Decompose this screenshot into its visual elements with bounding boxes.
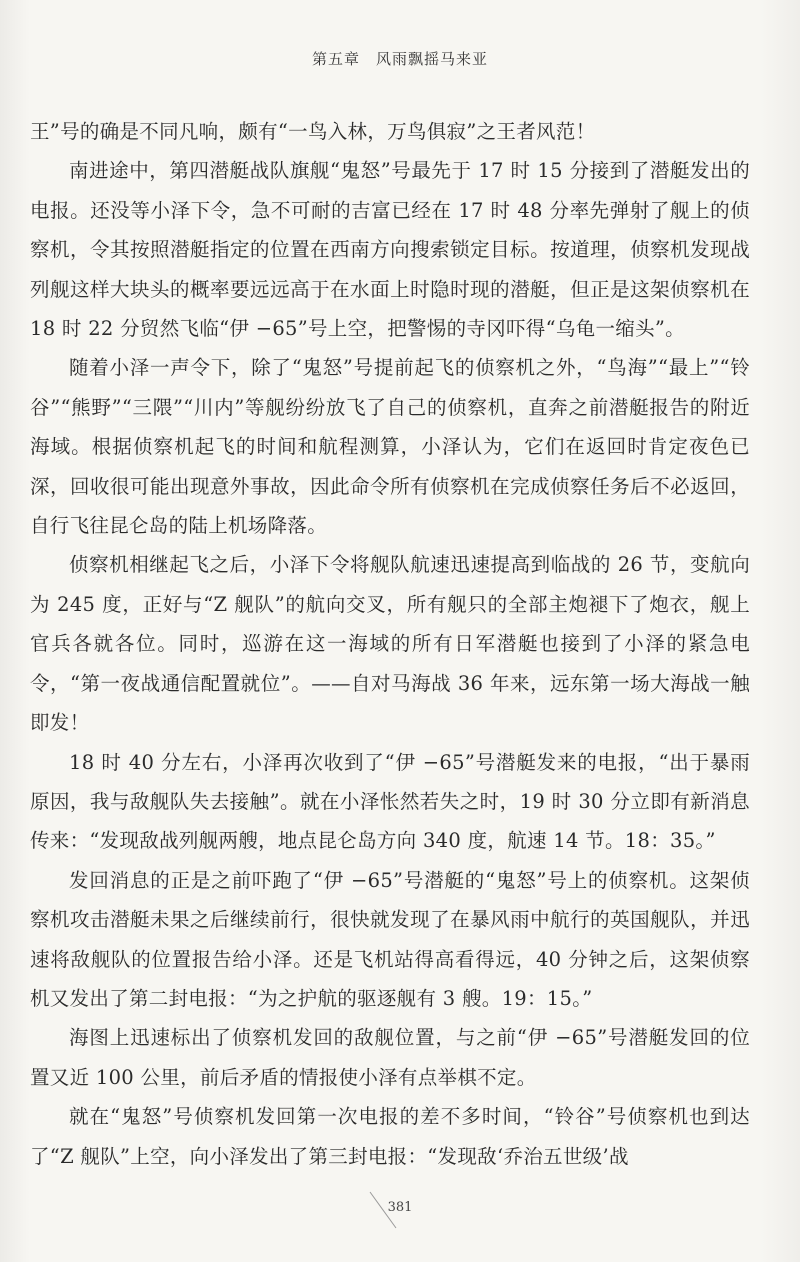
chapter-header: 第五章 风雨飘摇马来亚: [311, 50, 488, 68]
paragraph: 随着小泽一声令下，除了“鬼怒”号提前起飞的侦察机之外，“鸟海”“最上”“铃谷”“熊野”“三隈”“川内”等舰纷纷放飞了自己的侦察机，直奔之前潜艇报告的附近海域。根据侦察机起飞的时间和航程测算，小泽认为，它们在返回时肯定夜色已深，回收很可能出现意外事故，因此命令所有侦察机在完成侦察任务后不必返回，自行飞往昆仑岛的陆上机场降落。: [30, 356, 750, 538]
body-text: [30, 112, 750, 1176]
paragraph: 发回消息的正是之前吓跑了“伊 −65”号潜艇的“鬼怒”号上的侦察机。这架侦察机攻击潜艇未果之后继续前行，很快就发现了在暴风雨中航行的英国舰队，并迅速将敌舰队的位置报告给小泽。还是飞机站得高看得远，40 分钟之后，这架侦察机又发出了第二封电报：“为之护航的驱逐舰有 3 艘。19：15。”: [30, 868, 750, 1010]
paragraph: 就在“鬼怒”号侦察机发回第一次电报的差不多时间，“铃谷”号侦察机也到达了“Z 舰队”上空，向小泽发出了第三封电报：“发现敌‘乔治五世级’战: [30, 1105, 750, 1168]
paragraph: 南进途中，第四潜艇战队旗舰“鬼怒”号最先于 17 时 15 分接到了潜艇发出的电报。还没等小泽下令，急不可耐的吉富已经在 17 时 48 分率先弹射了舰上的侦察机，令其按照潜艇指定的位置在西南方向搜索锁定目标。按道理，侦察机发现战列舰这样大块头的概率要远远高于在水面上时隐时现的潜艇，但正是这架侦察机在 18 时 22 分贸然飞临“伊 −65”号上空，把警惕的寺冈吓得“乌龟一缩头”。: [30, 159, 750, 341]
paragraph: 侦察机相继起飞之后，小泽下令将舰队航速迅速提高到临战的 26 节，变航向为 245 度，正好与“Z 舰队”的航向交叉，所有舰只的全部主炮褪下了炮衣，舰上官兵各就各位。同时，巡游在这一海域的所有日军潜艇也接到了小泽的紧急电令，“第一夜战通信配置就位”。——自对马海战 36 年来，远东第一场大海战一触即发！: [30, 553, 750, 735]
paragraph-continuation: 王”号的确是不同凡响，颇有“一鸟入林，万鸟俱寂”之王者风范！: [30, 120, 596, 143]
paragraph: 海图上迅速标出了侦察机发回的敌舰位置，与之前“伊 −65”号潜艇发回的位置又近 100 公里，前后矛盾的情报使小泽有点举棋不定。: [30, 1026, 750, 1089]
paragraph: 18 时 40 分左右，小泽再次收到了“伊 −65”号潜艇发来的电报，“出于暴雨原因，我与敌舰队失去接触”。就在小泽怅然若失之时，19 时 30 分立即有新消息传来：“发现敌战列舰两艘，地点昆仑岛方向 340 度，航速 14 节。18：35。”: [30, 750, 750, 853]
page-number: 381: [387, 1200, 413, 1215]
